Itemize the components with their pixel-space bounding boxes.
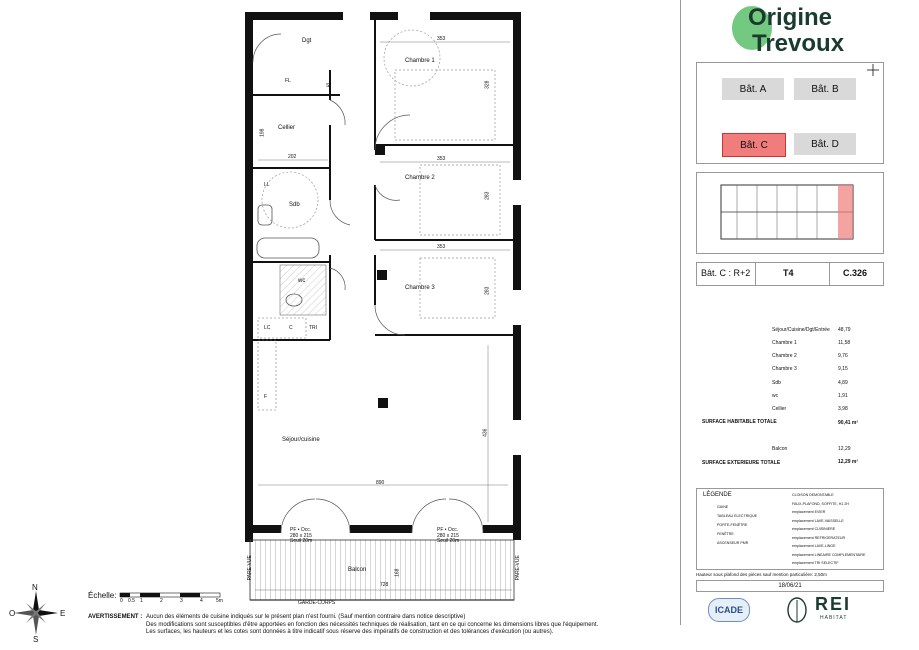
legend-title: LÉGENDE [703,492,732,498]
room-label-chambre1: Chambre 1 [405,58,435,64]
balcon-label: Balcon [772,446,788,452]
lot-bat-floor: Bât. C : R+2 [701,268,751,278]
pare-vue-left: PARE-VUE [246,555,253,581]
ext-label: SURFACE EXTERIEURE TOTALE [702,460,781,466]
legend-item: emplacement REFRIGERATEUR [792,535,846,540]
building-b[interactable]: Bât. B [794,78,856,100]
compass-rose [14,591,58,635]
room-label-dgt: Dgt [302,38,312,44]
height-note: Hauteur sous plafond des pièces sauf mention particulière: 2,50m [696,572,827,577]
rei-leaf-icon [784,596,810,624]
dim-c3-width: 353 [437,244,446,250]
legend-box [696,488,884,570]
compass-n: N [32,583,38,592]
north-arrow-icon [866,62,880,78]
sink [258,205,272,225]
label-c: C [289,325,293,331]
dim-c2-height: 283 [484,191,491,200]
surface-value: 4,89 [838,380,848,386]
bathtub [257,238,319,258]
column [378,398,388,408]
legend-item: FENÊTRE [717,532,734,536]
label-ll: LL [264,182,270,188]
compass-o: O [9,609,16,618]
label-f: F [264,394,268,400]
room-label-chambre3: Chambre 3 [405,285,435,291]
surface-label: Sdb [772,380,781,386]
legend-item: emplacement CUISINIERE [792,527,836,531]
legend-item: emplacement LAVE-VAISSELLE [792,518,844,523]
scale-tick: 3 [180,598,183,604]
label-tri: TRI [309,325,318,331]
garde-corps-label: GARDE-CORPS [298,600,336,606]
legend-item: PORTE-FENÊTRE [717,523,748,527]
room-label-chambre2: Chambre 2 [405,175,435,181]
dim-sejour-width: 890 [376,480,385,486]
legend-item: emplacement LAVE-LINGE [792,544,836,548]
room-label-balcon: Balcon [348,567,367,573]
scale-tick: 4 [200,598,203,604]
building-d[interactable]: Bât. D [794,133,856,155]
surface-value: 48,79 [838,327,851,333]
surface-value: 9,76 [838,353,848,359]
scale-bar [120,593,220,597]
total-value: 90,41 m² [838,420,859,426]
dim-c3-height: 283 [484,286,491,295]
dim-balcon-width: 728 [380,582,389,588]
brand-line1: Origine [748,4,833,31]
icade-logo: ICADE [708,598,750,622]
warning-line: Des modifications sont susceptibles d'être apportées en fonction des nécessités techniques de réalisation, tant en ce qui concerne les dimensions libres que l'équipement. [146,621,599,628]
room-label-sdb: Sdb [289,202,300,208]
scale-tick: 0.5 [128,598,135,604]
room-label-cellier: Cellier [278,125,296,131]
lot-info-row [696,262,884,286]
room-label-sejour: Séjour/cuisine [282,437,320,443]
compass-e: E [60,609,66,618]
lot-type: T4 [783,268,794,278]
surface-label: Séjour/Cuisine/Dgt/Entrée [772,327,830,333]
warning-block [88,614,688,635]
brand-line2: Trevoux [752,30,845,57]
date-box: 18/06/21 [696,580,884,592]
surface-label: wc [772,393,779,399]
dim-cellier-height: 198 [259,128,266,137]
surface-value: 9,15 [838,366,848,372]
warning-line: Aucun des éléments de cuisine indiqués sur le présent plan n'est fourni. (Sauf mention contraire dans notice descriptive) [146,614,466,620]
key-plan [696,172,884,254]
pf-label-left: PF • Occ. 280 x 215 Seuil 20m [290,527,313,544]
label-lc: LC [264,325,271,331]
legend-item: ASCENSEUR PMR [717,541,749,545]
dim-c1-height: 328 [484,80,491,89]
label-fl: FL [285,78,291,84]
panel-divider [680,0,681,625]
surface-value: 1,91 [838,393,848,399]
legend-item: CLOISON DEMONTABLE [792,493,834,497]
dim-c1-width: 353 [437,36,446,42]
scale-tick: 5m [216,598,223,604]
balcon-value: 12,29 [838,446,851,452]
legend-item: GAINE [717,505,729,509]
room-label-wc: wc [298,278,306,284]
rei-subtitle: HABITAT [820,615,848,621]
legend-item: FAUX-PLAFOND, SOFFITE, H1 2H [792,501,849,506]
dim-cellier-width: 202 [288,154,297,160]
scale-tick: 2 [160,598,163,604]
surface-value: 3,98 [838,406,848,412]
dim-c2-width: 353 [437,156,446,162]
surface-label: Chambre 3 [772,366,797,372]
surface-value: 11,58 [838,340,851,346]
dim-sejour-height: 436 [482,428,489,437]
pare-vue-right: PARE-VUE [514,555,521,581]
building-c[interactable]: Bât. C [722,133,786,157]
surface-label: Chambre 2 [772,353,797,359]
surface-label: Chambre 1 [772,340,797,346]
scale-label: Échelle: [88,591,117,600]
rei-logo: REI [815,594,852,614]
legend-item: emplacement EVIER [792,510,826,514]
compass-s: S [33,635,39,644]
scale-tick: 1 [140,598,143,604]
warning-line: Les surfaces, les hauteurs et les cotes sont données à titre indicatif sous réserve des impératifs de construction et des tolérances d'exécution (ou autres). [146,629,554,635]
label-s: S [326,83,330,89]
total-label: SURFACE HABITABLE TOTALE [702,419,777,425]
legend-item: emplacement LINEAIRE COMPLEMENTAIRE [792,552,866,557]
lot-number: C.326 [843,268,868,278]
scale-tick: 0 [120,598,123,604]
pf-label-right: PF • Occ. 280 x 215 Seuil 20m [437,527,460,544]
legend-item: TABLEAU ELECTRIQUE [717,514,758,518]
surface-label: Cellier [772,406,787,412]
dim-balcon-height: 168 [394,568,401,577]
warning-prefix: AVERTISSEMENT : [88,614,143,620]
legend-item: emplacement TRI SELECTIF [792,561,839,565]
building-a[interactable]: Bât. A [722,78,784,100]
ext-value: 12,29 m² [838,459,859,465]
